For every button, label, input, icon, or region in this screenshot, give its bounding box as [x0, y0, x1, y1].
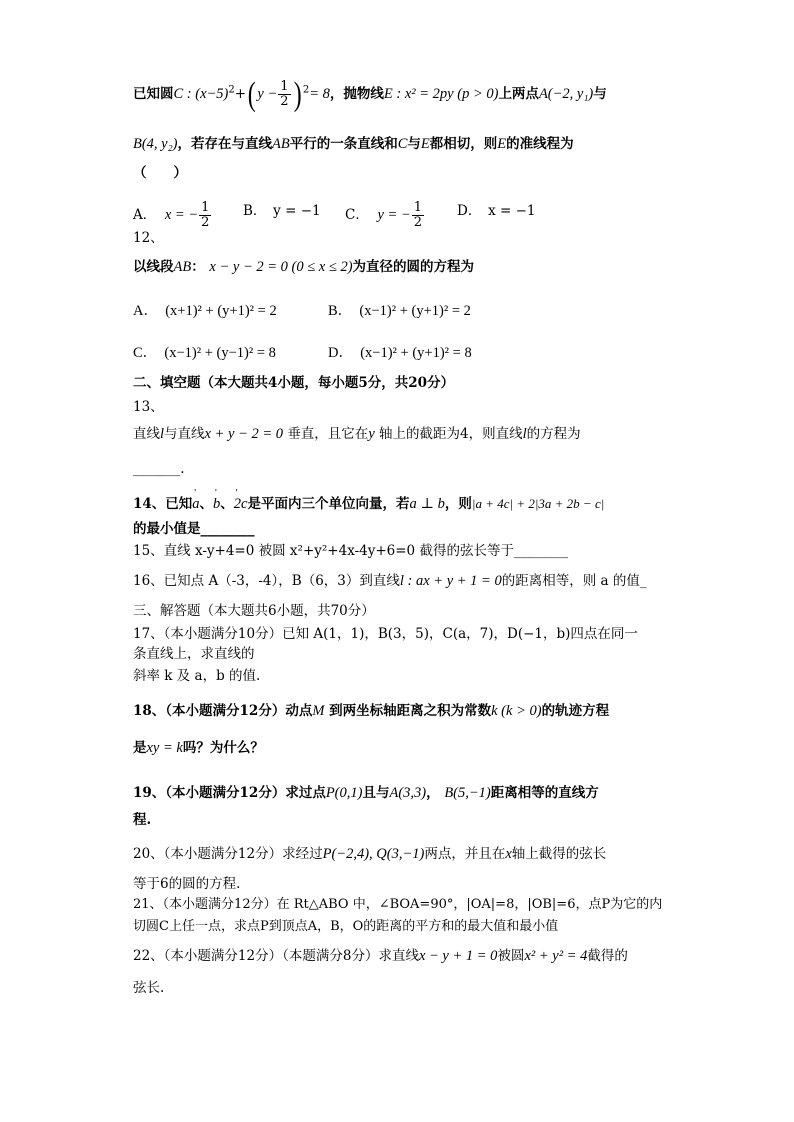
q18-line2: 是xy = k吗？为什么？: [133, 740, 264, 756]
q11-option-d: D． x = −1: [457, 203, 536, 219]
q17-line2: 条直线上，求直线的: [133, 646, 255, 662]
q22-line2: 弦长.: [133, 980, 165, 996]
q11-c: C: [397, 136, 408, 152]
q11-line1: 已知圆C : $(x-5)^2+$( y − $\frac{1}{2}$ ) $^2$= 8，抛物线E : x² = 2py (p > 0)上两点A(−2, y₁)与: [133, 75, 607, 113]
q14-line2: 的最小值是________: [133, 521, 255, 537]
q11-plus: +: [234, 86, 247, 102]
q16: 16、已知点 A（-3，-4），B（6，3）到直线l : ax + y + 1 = 0的距离相等，则 a 的值_: [133, 573, 647, 589]
q11-text: 平行的一条直线和: [289, 136, 398, 152]
section-3-heading: 三、解答题（本大题共6小题，共70分）: [133, 603, 375, 619]
q11-option-b: B． y = −1: [243, 203, 321, 219]
q20-line1: 20、（本小题满分12分）求经过P(−2,4), Q(3,−1)两点，并且在x轴上截得的弦长: [133, 846, 607, 862]
q11-text: 都相切，则: [429, 136, 498, 152]
q11-fraction: $\frac{1}{2}$: [280, 79, 289, 109]
q12-options-cd: [133, 343, 673, 363]
q17-line1: 17、（本小题满分10分）已知 A(1，1)，B(3，5)，C(a，7)，D(−1，b)四点在同一: [133, 626, 638, 642]
q15: 15、直线 x-y+4=0 被圆 x²+y²+4x-4y+6=0 截得的弦长等于________: [133, 543, 568, 559]
q11-point-b: B(4, y₂): [133, 136, 178, 152]
q13-answer-blank: _______.: [133, 461, 185, 477]
q22-line1: 22、（本小题满分12分）（本题满分8分）求直线x − y + 1 = 0被圆x² + y² = 4截得的: [133, 948, 628, 964]
q12-option-d: D． (x−1)² + (y+1)² = 8: [328, 345, 472, 361]
q11-text: ，若存在与直线: [177, 136, 272, 152]
q21-line2: 切圆C上任一点，求点P到顶点A，B，O的距离的平方和的最大值和最小值: [133, 919, 559, 934]
q11-option-a: A． x = − $\frac{1}{2}$: [133, 200, 210, 230]
section-2-heading: 二、填空题（本大题共4小题，每小题5分，共20分）: [133, 375, 455, 391]
q11-blank: （ ）: [133, 165, 187, 181]
q11-y-expr: y −: [257, 86, 278, 102]
q11-parabola: E : x² = 2py (p > 0): [383, 86, 499, 102]
q11-ab: AB: [272, 136, 290, 152]
q18-line1: 18、（本小题满分12分）动点M 到两坐标轴距离之积为常数k (k > 0)的轨迹方程: [133, 703, 610, 719]
q12-number: 12、: [133, 230, 164, 246]
q11-line2: [133, 134, 673, 154]
q12-options-ab: [133, 301, 673, 321]
q11-e: E: [420, 136, 430, 152]
q12-option-b: B． (x−1)² + (y+1)² = 2: [328, 303, 471, 319]
q13-number: 13、: [133, 399, 164, 415]
q11-eq: = 8: [309, 86, 330, 102]
q11-options: [133, 196, 673, 230]
q11-text: 的准线程为: [506, 136, 574, 152]
q11-text: ，抛物线: [329, 86, 384, 102]
q12-option-c: C． (x−1)² + (y−1)² = 8: [133, 345, 276, 361]
q13-stem: 直线l与直线x + y − 2 = 0 垂直，且它在y 轴上的截距为4，则直线l的方程为: [133, 426, 581, 442]
q20-line2: 等于6的圆的方程.: [133, 876, 241, 892]
q11-e2: E: [497, 136, 507, 152]
q19-line1: 19、（本小题满分12分）求过点P(0,1)且与A(3,3)， B(5,−1)距离相等的直线方: [133, 785, 599, 801]
q19-line2: 程.: [133, 812, 152, 828]
q11-option-c: C． y = − $\frac{1}{2}$: [345, 200, 422, 230]
q11-text: 与: [407, 136, 421, 152]
q11-circle-expr: C : (x−5): [173, 86, 229, 102]
q21-line1: 21、（本小题满分12分）在 Rt△ABO 中，∠BOA=90°，|OA|=8，|OB|=6，点P为它的内: [133, 897, 663, 912]
q11-point-a: A(−2, y₁): [538, 86, 594, 102]
q11-text: 上两点: [498, 86, 539, 102]
q11-text: 与: [593, 86, 607, 102]
q17-line3: 斜率 k 及 a，b 的值.: [133, 668, 261, 684]
q12-stem: 以线段AB： x − y − 2 = 0 (0 ≤ x ≤ 2)为直径的圆的方程为: [133, 259, 475, 275]
q11-text: 已知圆: [133, 86, 174, 102]
q14-line1: 14、已知' a、' b、' 2c是平面内三个单位向量，若a ⊥ b，则|a + 4c| + 2|3a + 2b − c|: [133, 494, 673, 514]
q12-option-a: A． (x+1)² + (y+1)² = 2: [133, 303, 277, 319]
